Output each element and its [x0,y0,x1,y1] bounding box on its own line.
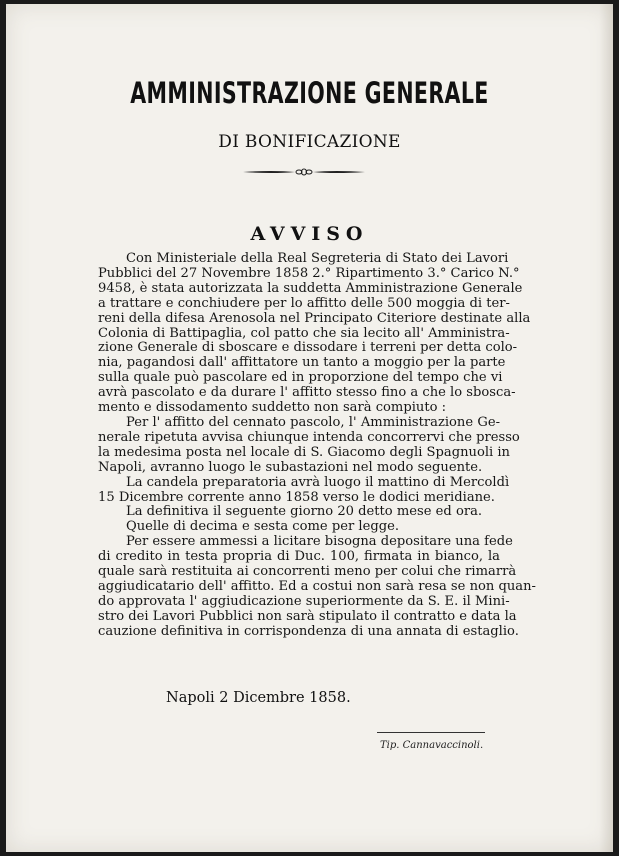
body-line: Colonia di Battipaglia, col patto che sia lecito all' Amministra- [98,325,510,341]
notice-heading: AVVISO [250,223,369,245]
body-line: di credito in testa propria di Duc. 100, firmata in bianco, la [98,549,500,565]
body-line: aggiudicatario dell' affitto. Ed a costui non sarà resa se non quan- [98,578,536,594]
decorative-rule-icon [243,167,365,177]
printer-divider [377,732,485,733]
body-line: Per essere ammessi a licitare bisogna depositare una fede [126,534,513,550]
body-line: Pubblici del 27 Novembre 1858 2.° Ripartimento 3.° Carico N.° [98,265,520,281]
body-line: do approvata l' aggiudicazione superiormente da S. E. il Mini- [98,593,510,609]
body-line: 9458, è stata autorizzata la suddetta Amministrazione Generale [98,280,523,296]
body-line: Quelle di decima e sesta come per legge. [126,519,400,535]
body-line: 15 Dicembre corrente anno 1858 verso le dodici meridiane. [98,489,495,505]
body-line: sulla quale può pascolare ed in proporzione del tempo che vi [98,370,503,386]
body-line: Per l' affitto del cennato pascolo, l' Amministrazione Ge- [126,414,500,430]
body-line: quale sarà restituita ai concorrenti meno per colui che rimarrà [98,564,517,580]
body-line: Con Ministeriale della Real Segreteria di Stato dei Lavori [126,251,509,266]
body-line: cauzione definitiva in corrispondenza di una annata di estaglio. [98,623,519,639]
date-line: Napoli 2 Dicembre 1858. [166,690,351,706]
body-line: mento e dissodamento suddetto non sarà compiuto : [98,400,447,416]
body-line: zione Generale di sboscare e dissodare i terreni per detta colo- [98,340,518,356]
body-line: Napoli, avranno luogo le subastazioni nel modo seguente. [98,459,483,475]
body-line: la medesima posta nel locale di S. Giacomo degli Spagnuoli in [98,444,510,460]
document-title: AMMINISTRAZIONE GENERALE [130,76,489,110]
body-line: nia, pagandosi dall' affittatore un tanto a moggio per la parte [98,355,506,371]
body-line: reni della difesa Arenosola nel Principato Citeriore destinate alla [98,310,531,326]
body-line: nerale ripetuta avvisa chiunque intenda concorrervi che presso [98,429,520,445]
body-line: La definitiva il seguente giorno 20 detto mese ed ora. [126,504,483,520]
body-line: La candela preparatoria avrà luogo il mattino di Mercoldì [126,474,510,490]
body-line: stro dei Lavori Pubblici non sarà stipulato il contratto e data la [98,608,517,624]
printer-credit: Tip. Cannavaccinoli. [380,740,484,751]
body-line: avrà pascolato e da durare l' affitto stesso fino a che lo sbosca- [98,385,516,401]
notice-body [98,251,536,640]
body-line: a trattare e conchiudere per lo affitto delle 500 moggia di ter- [98,295,510,311]
document-subtitle: DI BONIFICAZIONE [218,132,401,152]
